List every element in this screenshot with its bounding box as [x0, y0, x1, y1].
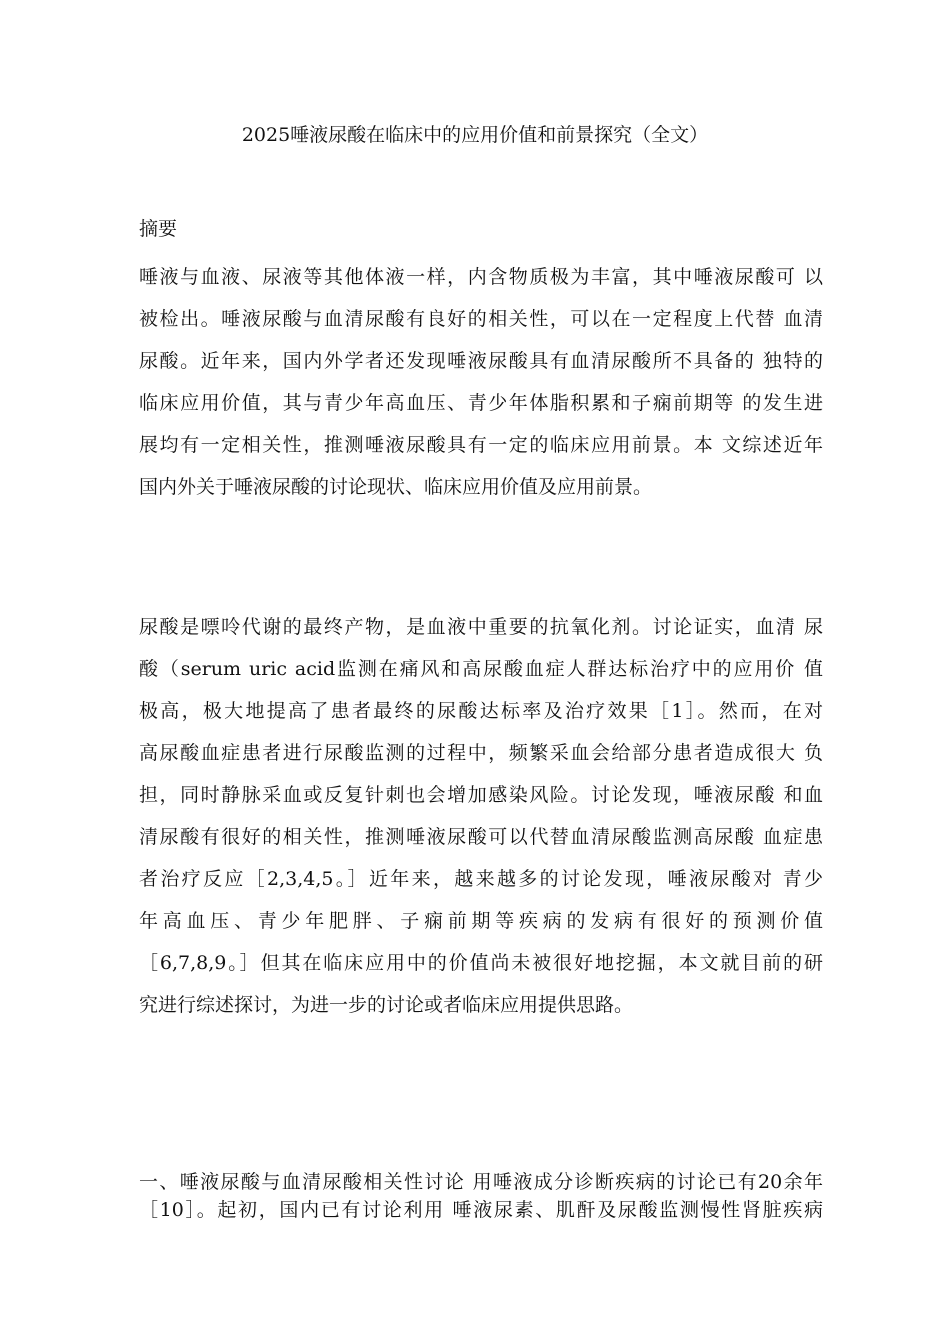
text-line: 临床应用价值，其与青少年高血压、青少年体脂积累和子痫前期等 的发生进: [139, 392, 823, 414]
abstract-paragraph: [139, 262, 823, 514]
introduction-paragraph: [139, 612, 823, 1032]
text-line: 年高血压、青少年肥胖、子痫前期等疾病的发病有很好的预测价值: [139, 910, 823, 932]
text-line: 唾液与血液、尿液等其他体液一样，内含物质极为丰富，其中唾液尿酸可 以: [139, 266, 823, 288]
text-line: 一、唾液尿酸与血清尿酸相关性讨论 用唾液成分诊断疾病的讨论已有20余年: [139, 1171, 823, 1193]
text-line: 尿酸。近年来，国内外学者还发现唾液尿酸具有血清尿酸所不具备的 独特的: [139, 350, 823, 372]
text-line: 极高，极大地提高了患者最终的尿酸达标率及治疗效果［1］。然而，在对: [139, 700, 823, 722]
text-line: 高尿酸血症患者进行尿酸监测的过程中，频繁采血会给部分患者造成很大 负: [139, 742, 823, 764]
text-line: 清尿酸有很好的相关性，推测唾液尿酸可以代替血清尿酸监测高尿酸 血症患: [139, 826, 823, 848]
text-line: 者治疗反应［2,3,4,5。］近年来，越来越多的讨论发现，唾液尿酸对 青少: [139, 868, 823, 890]
text-line: 国内外关于唾液尿酸的讨论现状、临床应用价值及应用前景。: [139, 476, 653, 498]
text-line: 展均有一定相关性，推测唾液尿酸具有一定的临床应用前景。本 文综述近年: [139, 434, 823, 456]
text-line: 被检出。唾液尿酸与血清尿酸有良好的相关性，可以在一定程度上代替 血清: [139, 308, 823, 330]
text-line: 酸（serum uric acid监测在痛风和高尿酸血症人群达标治疗中的应用价 值: [139, 658, 823, 680]
abstract-heading: 摘要: [139, 218, 178, 240]
text-line: 担，同时静脉采血或反复针刺也会增加感染风险。讨论发现，唾液尿酸 和血: [139, 784, 823, 806]
text-line: 尿酸是嘌呤代谢的最终产物，是血液中重要的抗氧化剂。讨论证实，血清 尿: [139, 616, 823, 638]
text-line: ［6,7,8,9。］但其在临床应用中的价值尚未被很好地挖掘，本文就目前的研: [139, 952, 823, 974]
text-line: ［10］。起初，国内已有讨论利用 唾液尿素、肌酐及尿酸监测慢性肾脏疾病: [139, 1199, 823, 1221]
document-title: 2025唾液尿酸在临床中的应用价值和前景探究（全文）: [241, 124, 709, 146]
text-line: 究进行综述探讨，为进一步的讨论或者临床应用提供思路。: [139, 994, 634, 1016]
section-one-paragraph: [139, 1168, 823, 1224]
